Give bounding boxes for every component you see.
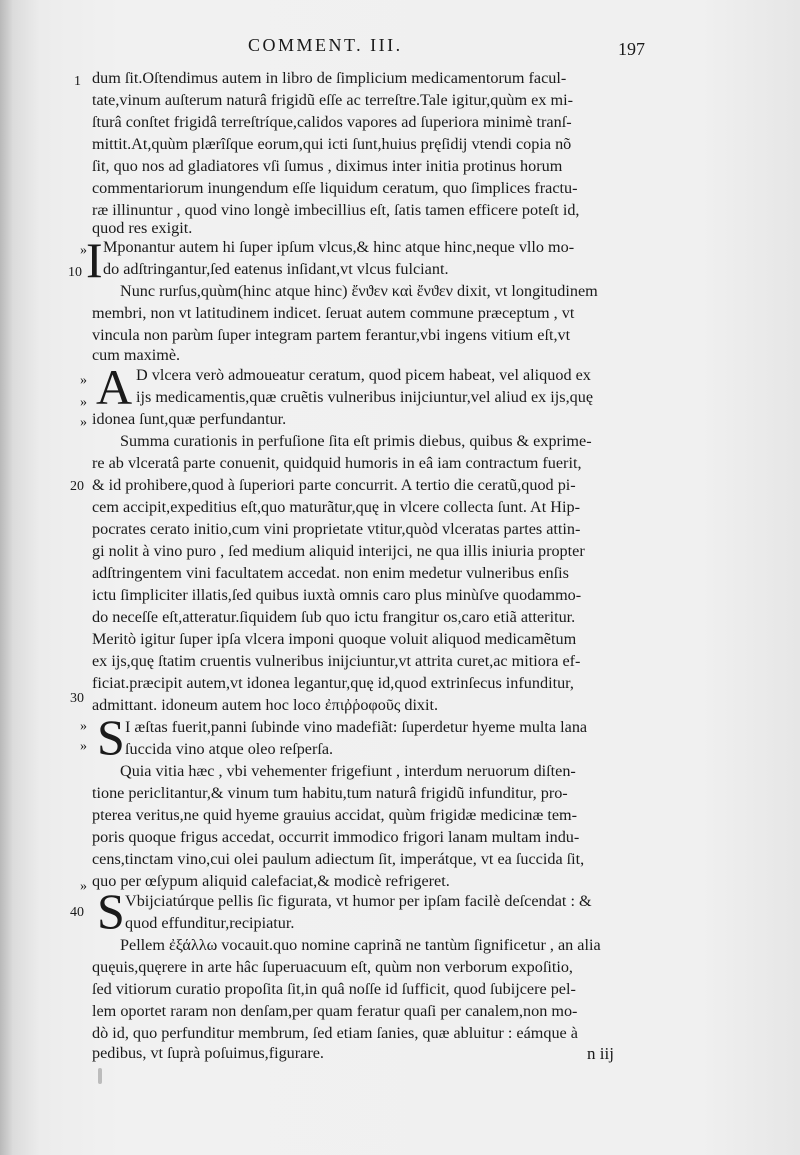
- text-line: Pellem ἐξάλλω vocauit.quo nomine caprinã ne tantùm ſignificetur , an alia: [120, 936, 601, 954]
- text-line: ictu ſimpliciter illatis,ſed quibus iuxtà omnis caro plus minùſve quodammo-: [92, 586, 582, 604]
- text-line: pterea veritus,ne quid hyeme grauius accidat, quùm frigidæ medicinæ tem-: [92, 806, 578, 824]
- text-line: tate,vinum auſterum naturâ frigidũ eſſe ac terreſtre.Tale igitur,quùm ex mi-: [92, 91, 573, 109]
- text-line: ſed vitiorum curatio propoſita ſit,in quâ noſſe id ſufficit, quod ſubijcere pel-: [92, 980, 576, 998]
- text-line: ijs medicamentis,quæ cruẽtis vulneribus inijciuntur,vel aliud ex ijs,quę: [136, 388, 594, 406]
- line-number: 1: [74, 74, 81, 89]
- text-line: Nunc rurſus,quùm(hinc atque hinc) ἔνϑεν καὶ ἔνϑεν dixit, vt longitudinem: [120, 282, 598, 300]
- drop-capital: S: [97, 709, 125, 765]
- text-line: Summa curationis in perfuſione ſita eſt primis diebus, quibus & exprime-: [120, 432, 592, 450]
- text-line: admittant. idoneum autem hoc loco ἐπιῤῥοφοῦς dixit.: [92, 696, 439, 714]
- text-line: quod effunditur,recipiatur.: [125, 914, 295, 932]
- text-line: ſturâ conſtet frigidâ terreſtríque,calidos vapores ad ſuperiora minimè tranſ-: [92, 113, 572, 131]
- text-line: ræ illinuntur , quod vino longè imbecillius eſt, ſatis tamen efficere poteſt id,: [92, 201, 580, 219]
- drop-capital: S: [97, 883, 125, 939]
- signature-mark: n iij: [587, 1044, 614, 1063]
- text-line: I æſtas fuerit,panni ſubinde vino madefiãt: ſuperdetur hyeme multa lana: [125, 718, 588, 736]
- ink-smudge: [98, 1068, 102, 1084]
- quotation-marker: »: [80, 415, 87, 430]
- text-line: quęuis,quęrere in arte hâc ſuperuacuum eſt, quùm non verborum expoſitio,: [92, 958, 573, 976]
- line-number: 40: [70, 905, 84, 920]
- text-line: do neceſſe eſt,atteratur.ſiquidem ſub quo ictu frangitur os,caro etiã atteritur.: [92, 608, 576, 626]
- quotation-marker: »: [80, 739, 87, 754]
- line-number: 20: [70, 479, 84, 494]
- text-line: D vlcera verò admoueatur ceratum, quod picem habeat, vel aliquod ex: [136, 366, 591, 384]
- text-line: cum maximè.: [92, 346, 181, 364]
- text-line: Vbijciatúrque pellis ſic figurata, vt humor per ipſam facilè deſcendat : &: [125, 892, 592, 910]
- line-number: 30: [70, 691, 84, 706]
- quotation-marker: »: [80, 395, 87, 410]
- text-line: tione periclitantur,& vinum tum habitu,tum naturâ frigidũ infunditur, pro-: [92, 784, 568, 802]
- text-line: vincula non parùm ſuper integram partem ferantur,vbi ingens vitium eſt,vt: [92, 326, 571, 344]
- text-line: lem oportet raram non denſam,per quam feratur quaſi per canalem,non mo-: [92, 1002, 578, 1020]
- text-line: pedibus, vt ſuprà poſuimus,figurare.: [92, 1044, 324, 1062]
- text-line: ſit, quo nos ad gladiatores vſi ſumus , diximus inter initia protinus horum: [92, 157, 563, 175]
- text-line: commentariorum inungendum eſſe liquidum ceratum, quo ſimplices fractu-: [92, 179, 578, 197]
- text-line: cens,tinctam vino,cui olei paulum adiectum ſit, imperátque, vt ea ſuccida ſit,: [92, 850, 585, 868]
- text-line: re ab vlceratâ parte conuenit, quidquid humoris in eâ iam contractum fuerit,: [92, 454, 582, 472]
- text-line: Quia vitia hæc , vbi vehementer frigefiunt , interdum neruorum diſten-: [120, 762, 576, 780]
- text-line: dò id, quo perfunditur membrum, ſed etiam ſanies, quæ abluitur : eámque à: [92, 1024, 578, 1042]
- text-line: Mponantur autem hi ſuper ipſum vlcus,& hinc atque hinc,neque vllo mo-: [103, 238, 575, 256]
- text-line: Meritò igitur ſuper ipſa vlcera imponi quoque voluit aliquod medicamẽtum: [92, 630, 577, 648]
- text-line: do adſtringantur,ſed eatenus inſidant,vt vlcus fulciant.: [103, 260, 449, 278]
- text-line: ſuccida vino atque oleo reſperſa.: [125, 740, 334, 758]
- quotation-marker: »: [80, 243, 87, 258]
- text-line: gi nolit à vino puro , ſed medium aliquid interijci, ne qua illis iniuria propter: [92, 542, 585, 560]
- text-line: ex ijs,quę ſtatim cruentis vulneribus inijciuntur,vt attrita curet,ac mitiora ef-: [92, 652, 581, 670]
- text-line: quod res exigit.: [92, 219, 193, 237]
- quotation-marker: »: [80, 879, 87, 894]
- text-line: ficiat.præcipit autem,vt idonea legantur,quę id,quod extrinſecus infunditur,: [92, 674, 574, 692]
- quotation-marker: »: [80, 719, 87, 734]
- drop-capital: I: [86, 232, 103, 288]
- line-number: 10: [68, 265, 82, 280]
- text-line: adſtringentem vini facultatem accedat. non enim medetur vulneribus enſis: [92, 564, 569, 582]
- text-line: & id prohibere,quod à ſuperiori parte concurrit. A tertio die ceratũ,quod pi-: [92, 476, 576, 494]
- page-gutter-shadow: [0, 0, 12, 1155]
- text-line: membri, non vt latitudinem indicet. ſeruat autem commune præceptum , vt: [92, 304, 575, 322]
- running-head: COMMENT. III.: [248, 35, 403, 55]
- text-line: cem accipit,expeditius eſt,quo maturãtur,quę in vlcere collecta ſunt. At Hip-: [92, 498, 580, 516]
- quotation-marker: »: [80, 373, 87, 388]
- text-line: pocrates cerato initio,cum vini proprietate vtitur,quòd vlceratas partes attin-: [92, 520, 581, 538]
- page-header: [0, 35, 800, 65]
- text-line: mittit.At,quùm plærîſque eorum,qui icti ſunt,huius pręſidij vtendi copia nõ: [92, 135, 572, 153]
- text-line: poris quoque frigus accedat, occurrit immodico frigori lanam multam indu-: [92, 828, 580, 846]
- text-line: idonea ſunt,quæ perfundantur.: [92, 410, 287, 428]
- page-number: 197: [618, 39, 645, 59]
- text-line: dum ſit.Oſtendimus autem in libro de ſimplicium medicamentorum facul-: [92, 69, 567, 87]
- drop-capital: A: [96, 359, 133, 415]
- text-line: quo per œſypum aliquid calefaciat,& modicè refrigeret.: [92, 872, 450, 890]
